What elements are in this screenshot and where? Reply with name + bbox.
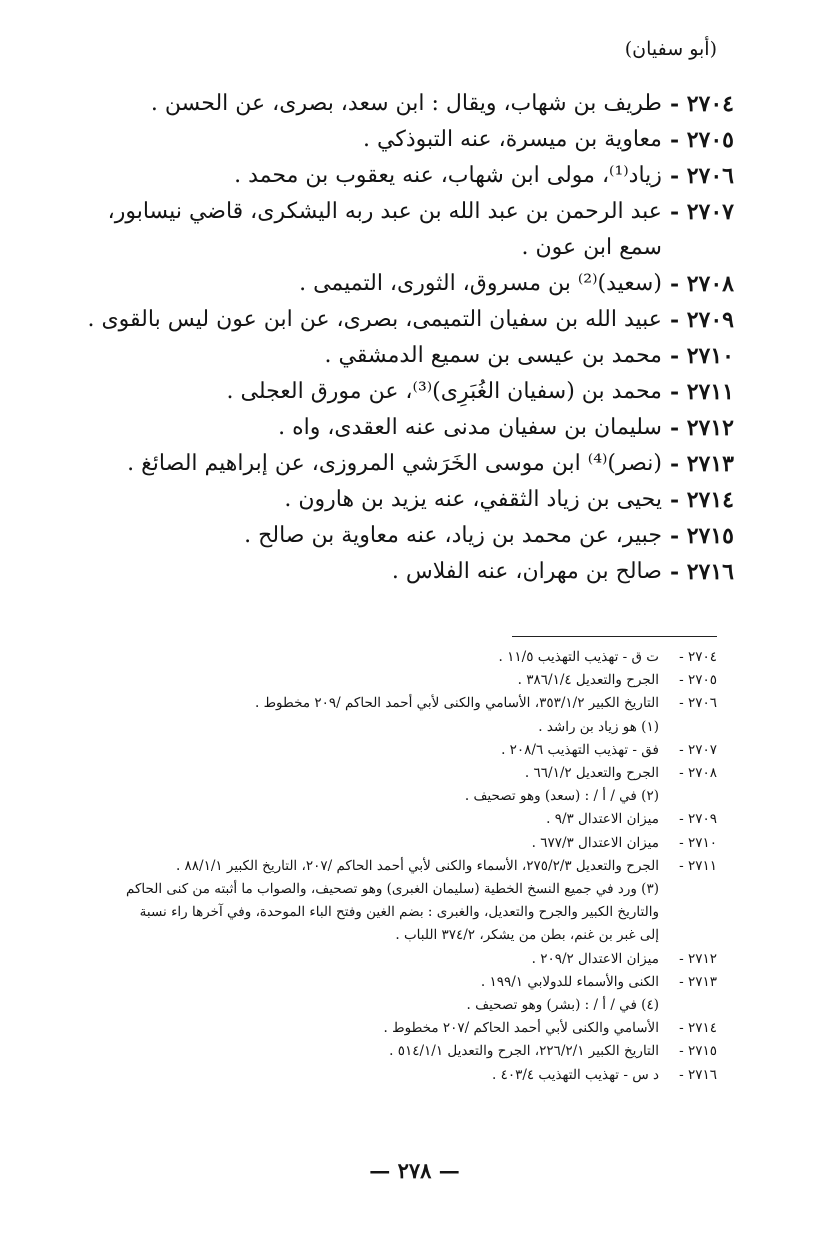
footnote-row (117, 646, 717, 669)
entry-number: ٢٧١٢ - (669, 415, 734, 441)
entry-row (84, 410, 734, 446)
footnote-text: التاريخ الكبير ٢٢٦/٢/١، الجرح والتعديل ٥١٤/١/١ . (389, 1043, 659, 1060)
entry-text: محمد بن عيسى بن سميع الدمشقي . (324, 343, 662, 368)
entry-number: ٢٧١٦ - (669, 559, 734, 585)
entry-text: صالح بن مهران، عنه الفلاس . (391, 559, 662, 584)
footnote-number: ٢٧٠٥ - (679, 672, 717, 689)
footnote-text: فق - تهذيب التهذيب ٢٠٨/٦ . (501, 741, 659, 758)
footnote-number: ٢٧١٠ - (679, 834, 717, 851)
entry-text: جبير، عن محمد بن زياد، عنه معاوية بن صالح . (244, 523, 662, 548)
footnote-text: (٤) في / أ / : (بشر) وهو تصحيف . (466, 997, 659, 1014)
footnote-text: التاريخ الكبير ٣٥٣/١/٢، الأسامي والكنى لأبي أحمد الحاكم /٢٠٩ مخطوط . (254, 695, 659, 712)
footnote-row (117, 669, 717, 692)
footnote-text: الأسامي والكنى لأبي أحمد الحاكم /٢٠٧ مخطوط . (383, 1020, 659, 1037)
footnote-text: الكنى والأسماء للدولابي ١٩٩/١ . (480, 973, 659, 990)
footnote-number: ٢٧٠٦ - (679, 695, 717, 712)
page-number: — ٢٧٨ — (369, 1158, 460, 1183)
entry-text: محمد بن (سفيان الغُبَرِى)⁽³⁾، عن مورق العجلى . (226, 379, 662, 404)
entry-row (84, 302, 734, 338)
footnote-divider (512, 636, 717, 637)
footnote-number: ٢٧١٤ - (679, 1020, 717, 1037)
entry-number: ٢٧٠٨ - (669, 271, 734, 297)
entry-text: عبد الرحمن بن عبد الله بن عبد ربه اليشكرى، قاضي نيسابور، سمع ابن عون . (107, 199, 662, 260)
entry-number: ٢٧١٤ - (669, 487, 734, 513)
footnote-row (117, 692, 717, 715)
entry-text: يحيى بن زياد الثقفي، عنه يزيد بن هارون . (284, 487, 662, 512)
footnote-number: ٢٧١٦ - (679, 1066, 717, 1083)
footnote-number: ٢٧١٢ - (679, 950, 717, 967)
entry-row (84, 446, 734, 482)
footnote-annotation (117, 878, 717, 948)
footnote-row (117, 855, 717, 878)
footnote-text: الجرح والتعديل ٣٨٦/١/٤ . (517, 672, 659, 689)
footnote-text: (٢) في / أ / : (سعد) وهو تصحيف . (464, 788, 659, 805)
footnote-list (117, 646, 717, 1087)
footnote-number: ٢٧١٥ - (679, 1043, 717, 1060)
footnote-row (117, 1040, 717, 1063)
footnote-annotation (117, 785, 717, 808)
entry-row (84, 194, 734, 266)
footnote-number: ٢٧٠٩ - (679, 811, 717, 828)
footnote-text: ميزان الاعتدال ٩/٣ . (546, 811, 659, 828)
entry-number: ٢٧٠٧ - (669, 199, 734, 225)
entry-number: ٢٧١٠ - (669, 343, 734, 369)
running-head: (أبو سفيان) (624, 38, 717, 60)
footnote-number: ٢٧٠٧ - (679, 741, 717, 758)
footnote-annotation (117, 716, 717, 739)
entry-row (84, 122, 734, 158)
entry-number: ٢٧١١ - (669, 379, 734, 405)
footnote-number: ٢٧١٣ - (679, 973, 717, 990)
entry-text: طريف بن شهاب، ويقال : ابن سعد، بصرى، عن الحسن . (150, 91, 662, 116)
footnote-text: ت ق - تهذيب التهذيب ١١/٥ . (498, 649, 659, 665)
entry-text: سليمان بن سفيان مدنى عنه العقدى، واه . (278, 415, 662, 440)
entry-row (84, 518, 734, 554)
entry-text: زياد⁽¹⁾، مولى ابن شهاب، عنه يعقوب بن محمد . (234, 163, 662, 188)
entry-number: ٢٧٠٩ - (669, 307, 734, 333)
footnote-row (117, 1064, 717, 1087)
footnote-annotation (117, 994, 717, 1017)
entry-row (84, 374, 734, 410)
footnote-row (117, 832, 717, 855)
footnote-text: الجرح والتعديل ٢٧٥/٢/٣، الأسماء والكنى لأبي أحمد الحاكم /٢٠٧، التاريخ الكبير ٨٨/١/١ . (175, 857, 659, 874)
entry-row (84, 482, 734, 518)
entry-number: ٢٧٠٦ - (669, 163, 734, 189)
footnote-text: الجرح والتعديل ٦٦/١/٢ . (524, 765, 659, 782)
entry-text: معاوية بن ميسرة، عنه التبوذكي . (363, 127, 662, 152)
footnote-number: ٢٧١١ - (679, 857, 717, 874)
footnote-text: ميزان الاعتدال ٢٠٩/٢ . (531, 950, 659, 967)
footnote-text: د س - تهذيب التهذيب ٤٠٣/٤ . (491, 1066, 659, 1083)
footnote-row (117, 762, 717, 785)
entry-text: عبيد الله بن سفيان التميمى، بصرى، عن ابن عون ليس بالقوى . (87, 307, 662, 332)
footnote-number: ٢٧٠٤ - (679, 649, 717, 665)
entry-list (84, 86, 734, 590)
entry-row (84, 338, 734, 374)
footnote-number: ٢٧٠٨ - (679, 765, 717, 782)
footnote-row (117, 971, 717, 994)
footnote-row (117, 808, 717, 831)
entry-row (84, 158, 734, 194)
footnote-text: (٣) ورد في جميع النسخ الخطية (سليمان الغبرى) وهو تصحيف، والصواب ما أثبته من كنى الحاكم والتاريخ الكبير والجرح والتعديل، والغبرى : بضم الغين وفتح الباء الموحدة، وفي آخرها راء نسبة إلى غبر بن غنم، بطن من يشكر، ٣٧٤/٢ اللباب . (125, 881, 659, 944)
entry-row (84, 554, 734, 590)
entry-number: ٢٧٠٤ - (669, 91, 734, 117)
entry-row (84, 86, 734, 122)
entry-text: (سعيد)⁽²⁾ بن مسروق، الثورى، التميمى . (299, 271, 662, 296)
entry-number: ٢٧٠٥ - (669, 127, 734, 153)
footnote-text: (١) هو زياد بن راشد . (538, 718, 659, 735)
footnote-row (117, 739, 717, 762)
footnote-row (117, 1017, 717, 1040)
footnote-text: ميزان الاعتدال ٦٧٧/٣ . (531, 834, 659, 851)
entry-row (84, 266, 734, 302)
entry-number: ٢٧١٥ - (669, 523, 734, 549)
entry-text: (نصر)⁽⁴⁾ ابن موسى الخَرَشي المروزى، عن إبراهيم الصائغ . (127, 451, 662, 476)
footnote-row (117, 948, 717, 971)
entry-number: ٢٧١٣ - (669, 451, 734, 477)
